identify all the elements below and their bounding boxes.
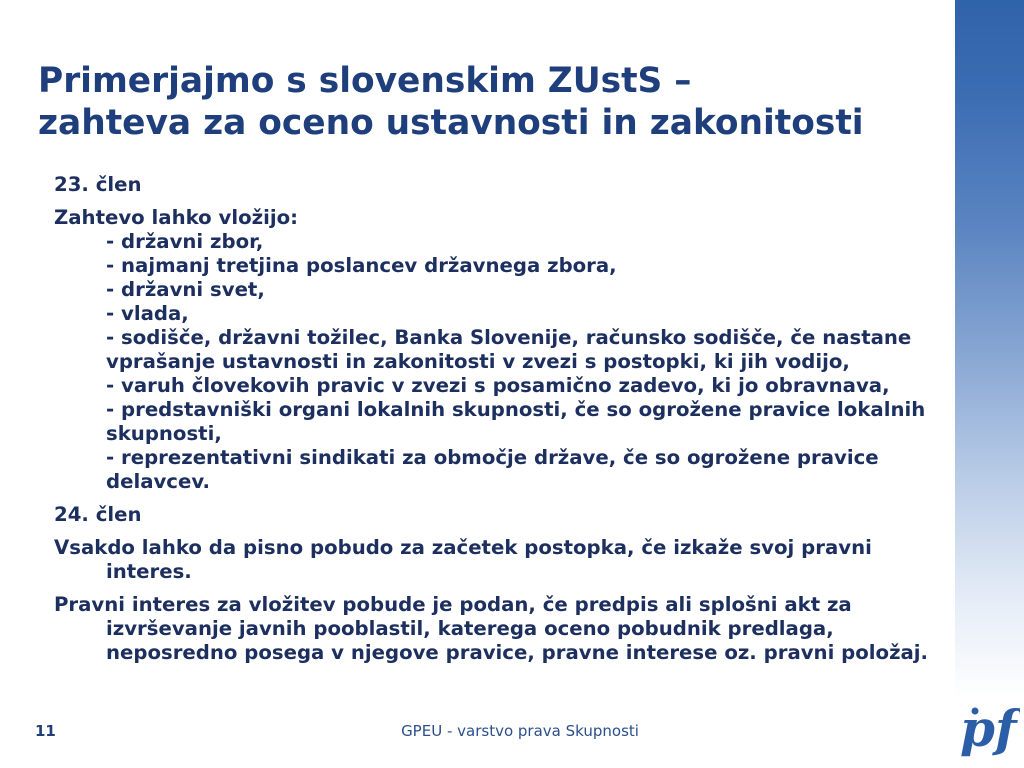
logo-lettering: pf: [960, 699, 1017, 758]
list-item-line: - vlada,: [106, 302, 189, 325]
body-line: izvrševanje javnih pooblastil, katerega oceno pobudnik predlaga,: [106, 617, 834, 640]
list-item-line: - državni zbor,: [106, 230, 264, 253]
list-item-line: - reprezentativni sindikati za območje države, če so ogrožene pravice: [106, 446, 879, 469]
legal-interest-paragraph: [54, 593, 949, 665]
slide-title-line: zahteva za oceno ustavnosti in zakonitosti: [38, 103, 864, 143]
list-intro: Zahtevo lahko vložijo:: [54, 206, 299, 229]
list-item-line: skupnosti,: [106, 422, 222, 445]
pf-logo: [958, 698, 1020, 760]
article-heading: 24. člen: [54, 503, 142, 526]
list-item-line: - najmanj tretjina poslancev državnega zbora,: [106, 254, 617, 277]
list-item-line: - predstavniški organi lokalnih skupnosti, če so ogrožene pravice lokalnih: [106, 398, 926, 421]
list-item-line: - sodišče, državni tožilec, Banka Slovenije, računsko sodišče, če nastane: [106, 326, 912, 349]
article-heading: 23. člen: [54, 173, 142, 196]
side-gradient-bar: [955, 0, 1024, 700]
article-24-heading: [54, 503, 949, 527]
body-line: Pravni interes za vložitev pobude je podan, če predpis ali splošni akt za: [54, 593, 852, 616]
slide-body: [54, 173, 949, 674]
footer-caption: GPEU - varstvo prava Skupnosti: [401, 722, 639, 740]
body-line: interes.: [106, 560, 192, 583]
list-item-line: - državni svet,: [106, 278, 265, 301]
body-line: neposredno posega v njegove pravice, pravne interese oz. pravni položaj.: [106, 641, 929, 664]
slide-number: 11: [35, 722, 56, 740]
pf-logo-icon: [958, 698, 1020, 760]
list-item-line: - varuh človekovih pravic v zvezi s posamično zadevo, ki jo obravnava,: [106, 374, 890, 397]
article-23-heading: [54, 173, 949, 197]
slide-title-line: Primerjajmo s slovenskim ZUstS –: [38, 61, 692, 101]
slide-title: [38, 60, 864, 144]
applicants-list: [54, 206, 949, 494]
list-item-line: delavcev.: [106, 470, 211, 493]
body-line: Vsakdo lahko da pisno pobudo za začetek postopka, če izkaže svoj pravni: [54, 536, 872, 559]
list-item-line: vprašanje ustavnosti in zakonitosti v zvezi s postopki, ki jih vodijo,: [106, 350, 850, 373]
initiative-paragraph: [54, 536, 949, 584]
